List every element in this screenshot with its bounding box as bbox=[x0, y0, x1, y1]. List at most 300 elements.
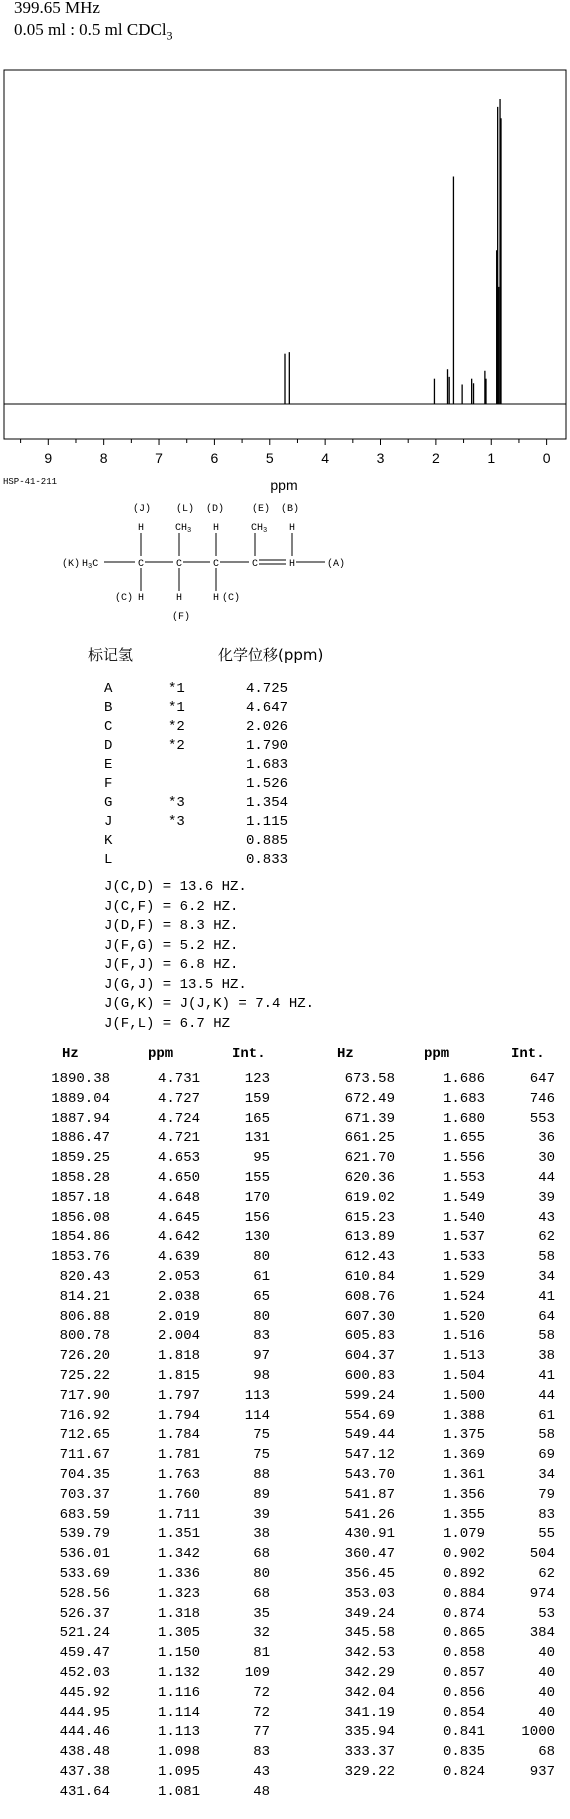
atom-h-j: H bbox=[138, 523, 145, 534]
peak-int: 384 bbox=[529, 1625, 555, 1642]
peak-hz: 526.37 bbox=[59, 1605, 110, 1622]
atom-h-d: H bbox=[213, 523, 220, 534]
peak-hz: 1886.47 bbox=[51, 1130, 110, 1147]
peak-int: 114 bbox=[244, 1407, 270, 1424]
peak-int: 32 bbox=[253, 1625, 270, 1642]
peak-row bbox=[0, 1308, 285, 1328]
structure-diagram bbox=[0, 0, 570, 640]
peak-ppm: 2.053 bbox=[157, 1268, 200, 1285]
peak-ppm: 0.854 bbox=[442, 1704, 485, 1721]
assignment-shift: 1.526 bbox=[245, 776, 288, 792]
peak-row bbox=[0, 1624, 285, 1644]
peak-hz: 452.03 bbox=[59, 1664, 110, 1681]
peak-hz: 536.01 bbox=[59, 1546, 110, 1563]
peak-int: 69 bbox=[538, 1447, 555, 1464]
peak-hz: 342.53 bbox=[344, 1645, 395, 1662]
peak-hz: 820.43 bbox=[59, 1268, 110, 1285]
peak-int: 83 bbox=[253, 1744, 270, 1761]
peak-int: 44 bbox=[538, 1387, 555, 1404]
atom-c2: C bbox=[176, 559, 183, 570]
peak-int: 68 bbox=[538, 1744, 555, 1761]
peak-ppm: 1.524 bbox=[442, 1288, 485, 1305]
peak-ppm: 1.683 bbox=[442, 1090, 485, 1107]
peak-row bbox=[0, 1704, 285, 1724]
peak-ppm: 1.655 bbox=[442, 1130, 485, 1147]
peak-hz: 541.87 bbox=[344, 1486, 395, 1503]
peak-int: 30 bbox=[538, 1150, 555, 1167]
assignment-row bbox=[104, 699, 288, 718]
assignment-header-shift: 化学位移(ppm) bbox=[218, 646, 324, 664]
peak-ppm: 1.500 bbox=[442, 1387, 485, 1404]
peak-ppm: 4.724 bbox=[157, 1110, 200, 1127]
peak-hz: 533.69 bbox=[59, 1565, 110, 1582]
peak-ppm: 0.874 bbox=[442, 1605, 485, 1622]
peak-hz: 1889.04 bbox=[51, 1090, 110, 1107]
peak-row bbox=[0, 1426, 285, 1446]
assignment-label: B bbox=[104, 700, 113, 716]
peak-ppm: 2.019 bbox=[157, 1308, 200, 1325]
peak-ppm: 4.721 bbox=[157, 1130, 200, 1147]
peak-int: 62 bbox=[538, 1565, 555, 1582]
peak-ppm: 4.650 bbox=[157, 1169, 200, 1186]
peak-int: 647 bbox=[529, 1071, 555, 1087]
assignment-row bbox=[104, 832, 288, 851]
atom-ch3-e: $CH_3$ bbox=[251, 523, 268, 535]
spectrum-code: HSP-41-211 bbox=[3, 477, 58, 487]
peak-ppm: 1.818 bbox=[157, 1348, 200, 1365]
peak-hz: 806.88 bbox=[59, 1308, 110, 1325]
peak-int: 974 bbox=[529, 1585, 555, 1602]
peak-hz: 1858.28 bbox=[51, 1169, 110, 1186]
peak-int: 36 bbox=[538, 1130, 555, 1147]
peak-ppm: 0.835 bbox=[442, 1744, 485, 1761]
coupling-line: J(C,D) = 13.6 HZ. bbox=[104, 879, 247, 895]
peak-ppm: 1.760 bbox=[157, 1486, 200, 1503]
peak-row bbox=[0, 1585, 285, 1605]
assignment-shift: 1.354 bbox=[245, 795, 288, 811]
peak-int: 38 bbox=[253, 1526, 270, 1543]
peak-hz: 335.94 bbox=[344, 1724, 395, 1741]
peak-ppm: 4.648 bbox=[157, 1189, 200, 1206]
peak-ppm: 1.520 bbox=[442, 1308, 485, 1325]
peak-hz: 683.59 bbox=[59, 1506, 110, 1523]
atom-h3c: $H_3C$ bbox=[82, 559, 99, 571]
peak-int: 95 bbox=[253, 1150, 270, 1167]
peak-int: 165 bbox=[244, 1110, 270, 1127]
peak-ppm: 1.529 bbox=[442, 1268, 485, 1285]
peak-header-int-left: Int. bbox=[232, 1046, 266, 1062]
frequency-label: 399.65 MHz bbox=[14, 0, 100, 17]
peak-row bbox=[0, 1090, 285, 1110]
peak-row bbox=[285, 1506, 570, 1526]
assignment-row bbox=[104, 718, 288, 737]
peak-int: 48 bbox=[253, 1783, 270, 1800]
peak-row bbox=[285, 1387, 570, 1407]
peak-row bbox=[0, 1189, 285, 1209]
peak-ppm: 0.865 bbox=[442, 1625, 485, 1642]
peak-hz: 543.70 bbox=[344, 1466, 395, 1483]
peak-hz: 610.84 bbox=[344, 1268, 395, 1285]
atom-h-f: H bbox=[176, 593, 183, 604]
peak-ppm: 0.857 bbox=[442, 1664, 485, 1681]
peak-row bbox=[0, 1723, 285, 1743]
peak-int: 80 bbox=[253, 1565, 270, 1582]
peak-int: 80 bbox=[253, 1249, 270, 1266]
peak-ppm: 1.763 bbox=[157, 1466, 200, 1483]
peak-ppm: 1.336 bbox=[157, 1565, 200, 1582]
peak-ppm: 1.537 bbox=[442, 1229, 485, 1246]
peak-row bbox=[285, 1347, 570, 1367]
peak-ppm: 1.540 bbox=[442, 1209, 485, 1226]
assignment-row bbox=[104, 756, 288, 775]
peak-row bbox=[0, 1545, 285, 1565]
peak-row bbox=[0, 1169, 285, 1189]
atom-h-c-left: H bbox=[138, 593, 145, 604]
label-j: (J) bbox=[133, 504, 152, 515]
peak-hz: 341.19 bbox=[344, 1704, 395, 1721]
peak-int: 40 bbox=[538, 1684, 555, 1701]
peak-hz: 711.67 bbox=[59, 1447, 110, 1464]
x-tick-label: 3 bbox=[376, 450, 385, 466]
peak-int: 65 bbox=[253, 1288, 270, 1305]
peak-row bbox=[0, 1288, 285, 1308]
peak-row bbox=[0, 1664, 285, 1684]
peak-hz: 539.79 bbox=[59, 1526, 110, 1543]
peak-row bbox=[285, 1090, 570, 1110]
peak-hz: 615.23 bbox=[344, 1209, 395, 1226]
peak-int: 155 bbox=[244, 1169, 270, 1186]
peak-ppm: 0.892 bbox=[442, 1565, 485, 1582]
peak-int: 68 bbox=[253, 1585, 270, 1602]
peak-hz: 1890.38 bbox=[51, 1071, 110, 1087]
peak-int: 38 bbox=[538, 1348, 555, 1365]
assignment-note: *2 bbox=[168, 719, 185, 735]
assignment-shift: 4.725 bbox=[245, 681, 288, 697]
peak-hz: 712.65 bbox=[59, 1427, 110, 1444]
peak-ppm: 1.098 bbox=[157, 1744, 200, 1761]
x-tick-label: 1 bbox=[487, 450, 496, 466]
atom-c4: C bbox=[252, 559, 259, 570]
peak-row bbox=[0, 1110, 285, 1130]
x-tick-label: 6 bbox=[210, 450, 219, 466]
peak-ppm: 0.902 bbox=[442, 1546, 485, 1563]
peak-hz: 703.37 bbox=[59, 1486, 110, 1503]
coupling-list bbox=[104, 878, 314, 1034]
peak-ppm: 1.553 bbox=[442, 1169, 485, 1186]
assignment-shift: 1.115 bbox=[245, 814, 288, 830]
x-tick-label: 8 bbox=[99, 450, 108, 466]
peak-row bbox=[285, 1743, 570, 1763]
peak-ppm: 1.095 bbox=[157, 1763, 200, 1780]
peak-int: 75 bbox=[253, 1447, 270, 1464]
peak-ppm: 1.794 bbox=[157, 1407, 200, 1424]
peak-hz: 547.12 bbox=[344, 1447, 395, 1464]
peak-row bbox=[0, 1506, 285, 1526]
peak-int: 156 bbox=[244, 1209, 270, 1226]
assignment-row bbox=[104, 851, 288, 870]
peak-ppm: 1.516 bbox=[442, 1328, 485, 1345]
peak-hz: 621.70 bbox=[344, 1150, 395, 1167]
peak-ppm: 1.513 bbox=[442, 1348, 485, 1365]
peak-row bbox=[0, 1248, 285, 1268]
peak-ppm: 1.797 bbox=[157, 1387, 200, 1404]
assignment-label: K bbox=[104, 833, 113, 849]
peak-ppm: 1.132 bbox=[157, 1664, 200, 1681]
peak-row bbox=[285, 1723, 570, 1743]
atom-c5: H bbox=[289, 559, 296, 570]
peak-int: 41 bbox=[538, 1288, 555, 1305]
coupling-line: J(F,G) = 5.2 HZ. bbox=[104, 937, 239, 954]
peak-int: 81 bbox=[253, 1645, 270, 1662]
label-c-left: (C) bbox=[115, 593, 134, 604]
peak-row bbox=[285, 1486, 570, 1506]
assignment-label: C bbox=[104, 719, 113, 735]
peak-hz: 333.37 bbox=[344, 1744, 395, 1761]
x-tick-label: 5 bbox=[265, 450, 274, 466]
peak-hz: 528.56 bbox=[59, 1585, 110, 1602]
peak-ppm: 4.731 bbox=[157, 1071, 200, 1087]
coupling-line: J(F,L) = 6.7 HZ bbox=[104, 1015, 231, 1032]
peak-row bbox=[0, 1783, 285, 1803]
peak-hz: 353.03 bbox=[344, 1585, 395, 1602]
peak-ppm: 1.686 bbox=[442, 1071, 485, 1087]
peak-row bbox=[285, 1407, 570, 1427]
peak-row bbox=[285, 1268, 570, 1288]
peak-hz: 1854.86 bbox=[51, 1229, 110, 1246]
peak-row bbox=[0, 1446, 285, 1466]
peak-ppm: 4.727 bbox=[157, 1090, 200, 1107]
assignment-label: J bbox=[104, 814, 113, 830]
peak-hz: 521.24 bbox=[59, 1625, 110, 1642]
peak-ppm: 0.824 bbox=[442, 1763, 485, 1780]
peak-int: 83 bbox=[253, 1328, 270, 1345]
coupling-line: J(G,J) = 13.5 HZ. bbox=[104, 976, 247, 993]
peak-row bbox=[285, 1664, 570, 1684]
peak-row bbox=[285, 1288, 570, 1308]
peak-int: 113 bbox=[244, 1387, 270, 1404]
peak-hz: 437.38 bbox=[59, 1763, 110, 1780]
peak-column-left bbox=[0, 1070, 285, 1802]
peak-int: 68 bbox=[253, 1546, 270, 1563]
assignment-shift: 2.026 bbox=[245, 719, 288, 735]
atom-ch3-l: $CH_3$ bbox=[175, 523, 192, 535]
peak-ppm: 1.784 bbox=[157, 1427, 200, 1444]
coupling-line: J(G,K) = J(J,K) = 7.4 HZ. bbox=[104, 996, 315, 1012]
peak-ppm: 1.680 bbox=[442, 1110, 485, 1127]
assignment-row bbox=[104, 794, 288, 813]
peak-hz: 444.46 bbox=[59, 1724, 110, 1741]
peak-hz: 620.36 bbox=[344, 1169, 395, 1186]
peak-ppm: 1.323 bbox=[157, 1585, 200, 1602]
peak-hz: 438.48 bbox=[59, 1744, 110, 1761]
peak-row bbox=[0, 1268, 285, 1288]
peak-row bbox=[285, 1763, 570, 1783]
peak-hz: 661.25 bbox=[344, 1130, 395, 1147]
label-l: (L) bbox=[176, 504, 195, 515]
peak-int: 170 bbox=[244, 1189, 270, 1206]
atom-h-b: H bbox=[289, 523, 296, 534]
peak-row bbox=[0, 1367, 285, 1387]
peak-int: 80 bbox=[253, 1308, 270, 1325]
peak-hz: 1887.94 bbox=[51, 1110, 110, 1127]
peak-hz: 800.78 bbox=[59, 1328, 110, 1345]
peak-int: 79 bbox=[538, 1486, 555, 1503]
peak-column-right bbox=[285, 1070, 570, 1783]
x-tick-label: 7 bbox=[155, 450, 163, 466]
peak-row bbox=[285, 1209, 570, 1229]
assignment-note: *1 bbox=[168, 681, 185, 697]
peak-row bbox=[285, 1545, 570, 1565]
peak-hz: 726.20 bbox=[59, 1348, 110, 1365]
peak-hz: 814.21 bbox=[59, 1288, 110, 1305]
peak-hz: 541.26 bbox=[344, 1506, 395, 1523]
atom-c1: C bbox=[138, 559, 145, 570]
peak-row bbox=[0, 1763, 285, 1783]
peak-int: 131 bbox=[244, 1130, 270, 1147]
peak-row bbox=[285, 1446, 570, 1466]
assignment-shift: 0.833 bbox=[245, 852, 288, 868]
peak-hz: 599.24 bbox=[344, 1387, 395, 1404]
peak-int: 61 bbox=[538, 1407, 555, 1424]
assignment-header bbox=[88, 644, 323, 665]
peak-row bbox=[0, 1129, 285, 1149]
assignment-note: *3 bbox=[168, 795, 185, 811]
peak-row bbox=[285, 1426, 570, 1446]
peak-ppm: 1.342 bbox=[157, 1546, 200, 1563]
peak-int: 89 bbox=[253, 1486, 270, 1503]
peak-int: 88 bbox=[253, 1466, 270, 1483]
label-b: (B) bbox=[281, 504, 300, 515]
peak-int: 35 bbox=[253, 1605, 270, 1622]
peak-int: 83 bbox=[538, 1506, 555, 1523]
peak-int: 98 bbox=[253, 1367, 270, 1384]
peak-ppm: 4.639 bbox=[157, 1249, 200, 1266]
sample-subscript: 3 bbox=[166, 28, 173, 43]
peak-ppm: 1.556 bbox=[442, 1150, 485, 1167]
peak-row bbox=[0, 1070, 285, 1090]
peak-hz: 605.83 bbox=[344, 1328, 395, 1345]
peak-ppm: 1.369 bbox=[442, 1447, 485, 1464]
peak-hz: 1853.76 bbox=[51, 1249, 110, 1266]
peak-int: 1000 bbox=[521, 1724, 555, 1741]
peak-header-hz-right: Hz bbox=[337, 1046, 354, 1062]
atom-h-a: (A) bbox=[327, 559, 346, 570]
assignment-shift: 4.647 bbox=[245, 700, 288, 716]
peak-hz: 549.44 bbox=[344, 1427, 395, 1444]
peak-hz: 704.35 bbox=[59, 1466, 110, 1483]
peak-row bbox=[285, 1327, 570, 1347]
peak-hz: 1856.08 bbox=[51, 1209, 110, 1226]
label-c-right: (C) bbox=[222, 593, 241, 604]
peak-int: 40 bbox=[538, 1645, 555, 1662]
peak-row bbox=[0, 1327, 285, 1347]
assignment-shift: 1.683 bbox=[245, 757, 288, 773]
assignment-label: L bbox=[104, 852, 113, 868]
peak-hz: 607.30 bbox=[344, 1308, 395, 1325]
peak-hz: 342.04 bbox=[344, 1684, 395, 1701]
peak-int: 109 bbox=[244, 1664, 270, 1681]
peak-int: 746 bbox=[529, 1090, 555, 1107]
peak-int: 43 bbox=[538, 1209, 555, 1226]
assignment-header-label: 标记氢 bbox=[88, 646, 134, 664]
peak-hz: 554.69 bbox=[344, 1407, 395, 1424]
atom-c3: C bbox=[213, 559, 220, 570]
peak-ppm: 0.841 bbox=[442, 1724, 485, 1741]
peak-row bbox=[0, 1684, 285, 1704]
peak-hz: 444.95 bbox=[59, 1704, 110, 1721]
peak-ppm: 1.079 bbox=[442, 1526, 485, 1543]
peak-row bbox=[285, 1248, 570, 1268]
peak-row bbox=[285, 1605, 570, 1625]
peak-row bbox=[0, 1387, 285, 1407]
peak-int: 58 bbox=[538, 1427, 555, 1444]
peak-int: 504 bbox=[529, 1546, 555, 1563]
peak-row bbox=[285, 1189, 570, 1209]
label-d: (D) bbox=[206, 504, 225, 515]
peak-ppm: 0.884 bbox=[442, 1585, 485, 1602]
assignment-note: *3 bbox=[168, 814, 185, 830]
x-tick-label: 9 bbox=[44, 450, 53, 466]
peak-hz: 1859.25 bbox=[51, 1150, 110, 1167]
peak-int: 77 bbox=[253, 1724, 270, 1741]
peak-ppm: 1.356 bbox=[442, 1486, 485, 1503]
peak-int: 39 bbox=[253, 1506, 270, 1523]
peak-hz: 356.45 bbox=[344, 1565, 395, 1582]
peak-row bbox=[285, 1228, 570, 1248]
peak-int: 553 bbox=[529, 1110, 555, 1127]
peak-hz: 600.83 bbox=[344, 1367, 395, 1384]
assignment-label: F bbox=[104, 776, 113, 792]
peak-int: 34 bbox=[538, 1466, 555, 1483]
assignment-note: *1 bbox=[168, 700, 185, 716]
assignment-row bbox=[104, 775, 288, 794]
peak-int: 58 bbox=[538, 1249, 555, 1266]
peak-row bbox=[285, 1644, 570, 1664]
peak-ppm: 4.642 bbox=[157, 1229, 200, 1246]
peak-row bbox=[285, 1684, 570, 1704]
peak-row bbox=[0, 1466, 285, 1486]
peak-row bbox=[285, 1367, 570, 1387]
peak-hz: 716.92 bbox=[59, 1407, 110, 1424]
peak-int: 937 bbox=[529, 1763, 555, 1780]
peak-ppm: 4.653 bbox=[157, 1150, 200, 1167]
peak-row bbox=[285, 1565, 570, 1585]
peak-row bbox=[285, 1110, 570, 1130]
peak-int: 39 bbox=[538, 1189, 555, 1206]
peak-hz: 673.58 bbox=[344, 1071, 395, 1087]
peak-row bbox=[0, 1228, 285, 1248]
peak-int: 61 bbox=[253, 1268, 270, 1285]
peak-row bbox=[0, 1486, 285, 1506]
peak-row bbox=[0, 1347, 285, 1367]
peak-hz: 604.37 bbox=[344, 1348, 395, 1365]
assignment-shift: 0.885 bbox=[245, 833, 288, 849]
peak-ppm: 0.858 bbox=[442, 1645, 485, 1662]
peak-ppm: 2.004 bbox=[157, 1328, 200, 1345]
peak-row bbox=[0, 1407, 285, 1427]
assignment-table bbox=[104, 680, 288, 870]
assignment-row bbox=[104, 737, 288, 756]
peak-header-ppm-left: ppm bbox=[148, 1046, 174, 1062]
peak-ppm: 1.815 bbox=[157, 1367, 200, 1384]
peak-hz: 619.02 bbox=[344, 1189, 395, 1206]
peak-row bbox=[285, 1466, 570, 1486]
peak-int: 40 bbox=[538, 1664, 555, 1681]
peak-ppm: 1.305 bbox=[157, 1625, 200, 1642]
peak-int: 159 bbox=[244, 1090, 270, 1107]
label-e: (E) bbox=[252, 504, 271, 515]
assignment-label: G bbox=[104, 795, 113, 811]
